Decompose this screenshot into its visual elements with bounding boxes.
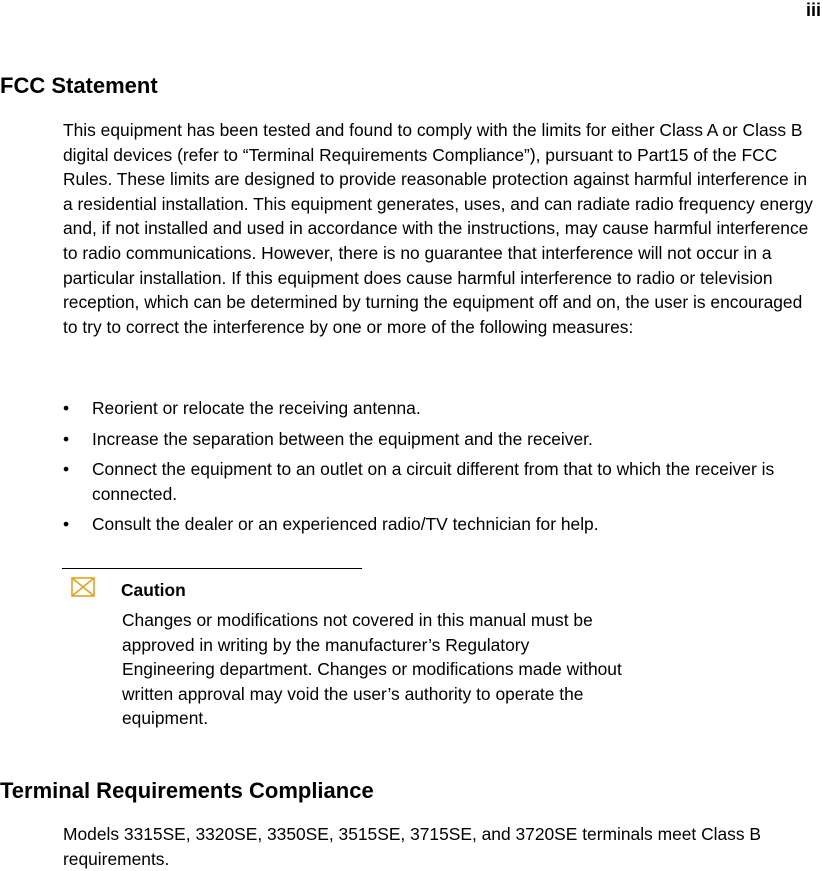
- list-item-text: Reorient or relocate the receiving antenna.: [92, 398, 421, 418]
- bullet-icon: •: [63, 459, 70, 480]
- list-item: [63, 396, 821, 421]
- compliance-paragraph: Models 3315SE, 3320SE, 3350SE, 3515SE, 3715SE, and 3720SE terminals meet Class B requirements.: [63, 824, 761, 869]
- bullet-icon: •: [63, 514, 70, 535]
- fcc-statement-heading: FCC Statement: [0, 73, 158, 98]
- list-item-text: Connect the equipment to an outlet on a circuit different from that to which the receiver is connected.: [92, 459, 775, 504]
- list-item: [63, 427, 821, 452]
- caution-title: Caution: [121, 580, 186, 600]
- caution-divider: [62, 568, 362, 569]
- list-item: [63, 457, 821, 506]
- list-item: [63, 512, 821, 537]
- fcc-measures-list: [63, 396, 821, 543]
- bullet-icon: •: [63, 428, 70, 449]
- caution-icon: [71, 577, 95, 597]
- bullet-icon: •: [63, 398, 70, 418]
- fcc-statement-paragraph: This equipment has been tested and found to comply with the limits for either Class A or Class B digital devices (refer to “Terminal Requirements Compliance”), pursuant to Part15 of the FCC Rules. These limits are designed to provide reasonable protection against harmful interference in a residential installation. This equipment generates, uses, and can radiate radio frequency energy and, if not installed and used in accordance with the instructions, may cause harmful interference to radio communications. However, there is no guarantee that interference will not occur in a particular installation. If this equipment does cause harmful interference to radio or television reception, which can be determined by turning the equipment off and on, the user is encouraged to try to correct the interference by one or more of the following measures:: [63, 120, 813, 337]
- list-item-text: Consult the dealer or an experienced radio/TV technician for help.: [92, 514, 599, 535]
- list-item-text: Increase the separation between the equipment and the receiver.: [92, 428, 593, 449]
- compliance-heading: Terminal Requirements Compliance: [0, 778, 374, 803]
- caution-text: Changes or modifications not covered in this manual must be approved in writing by the manufacturer’s Regulatory Engineering department. Changes or modifications made without written approval may void the user’s authority to operate the equipment.: [122, 610, 622, 729]
- page-number: iii: [805, 0, 821, 20]
